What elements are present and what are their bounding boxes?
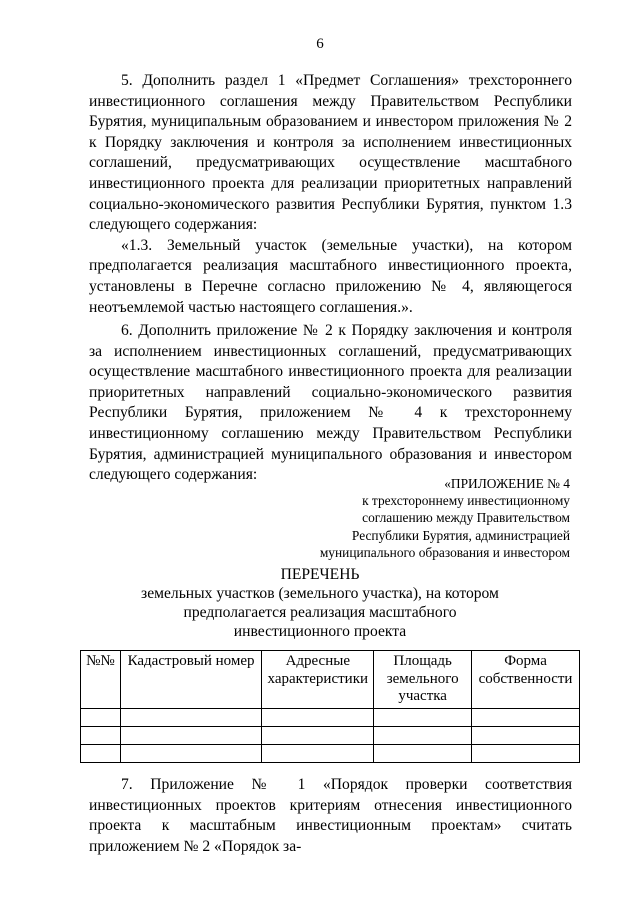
col-header-area: Площадь земельного участка [374, 651, 472, 709]
paragraph-7 [89, 775, 572, 857]
col-header-number: №№ [81, 651, 121, 709]
annex-line: соглашению между Правительством [362, 510, 570, 526]
annex-line: муниципального образования и инвестором [319, 544, 570, 560]
paragraph-6 [89, 321, 572, 486]
table-row [81, 744, 580, 762]
col-header-address: Адресные характеристики [262, 651, 374, 709]
paragraph-7-main: 7. Приложение № 1 «Порядок проверки соответствия инвестиционных проектов критериям отнесения инвестиционного проекта к масштабным инвестиционным проектам» считать приложением № 2 «Порядок за- [89, 776, 572, 855]
table-cell [81, 708, 121, 726]
table-cell [374, 708, 472, 726]
table-cell [374, 726, 472, 744]
land-plots-table [80, 650, 580, 763]
table-cell [120, 744, 261, 762]
col-header-cadastral: Кадастровый номер [120, 651, 261, 709]
table-cell [120, 708, 261, 726]
list-subtitle-line: предполагается реализация масштабного [183, 604, 457, 621]
table-cell [472, 726, 580, 744]
table-cell [120, 726, 261, 744]
table-cell [262, 744, 374, 762]
annex-line: Республики Бурятия, администрацией [351, 527, 570, 543]
paragraph-5-quote: «1.3. Земельный участок (земельные участки), на котором предполагается реализация масштабного инвестиционного проекта, установлены в Перечне согласно приложению № 4, являющегося неотъемлемой частью настоящего соглашения.». [89, 236, 572, 316]
col-header-ownership: Форма собственности [472, 651, 580, 709]
table-header-row [81, 651, 580, 709]
annex-header [320, 475, 570, 561]
paragraph-5 [89, 71, 572, 318]
table-cell [472, 708, 580, 726]
paragraph-5-main: 5. Дополнить раздел 1 «Предмет Соглашения» трехстороннего инвестиционного соглашения между Правительством Республики Бурятия, муниципальным образованием и инвестором приложения № 2 к Порядку заключения и контроля за исполнением инвестиционных соглашений, предусматривающих осуществление масштабного инвестиционного проекта для реализации приоритетных направлений социально-экономического развития Республики Бурятия, пунктом 1.3 следующего содержания: [89, 72, 572, 234]
table-cell [81, 744, 121, 762]
table-row [81, 726, 580, 744]
list-title: ПЕРЕЧЕНЬ [280, 566, 360, 583]
table-row [81, 708, 580, 726]
list-subtitle-line: инвестиционного проекта [233, 623, 407, 640]
list-subtitle-line: земельных участков (земельного участка), на котором [141, 585, 499, 602]
table-cell [262, 726, 374, 744]
annex-line: «ПРИЛОЖЕНИЕ № 4 [444, 476, 570, 491]
table-cell [81, 726, 121, 744]
paragraph-6-main: 6. Дополнить приложение № 2 к Порядку заключения и контроля за исполнением инвестиционных соглашений, предусматривающих осуществление масштабного инвестиционного проекта для реализации приоритетных направлений социально-экономического развития Республики Бурятия, приложением № 4 к трехстороннему инвестиционному соглашению между Правительством Республики Бурятия, администрацией муниципального образования и инвестором следующего содержания: [89, 322, 572, 484]
page-number: 6 [316, 36, 324, 52]
table-cell [374, 744, 472, 762]
annex-line: к трехстороннему инвестиционному [362, 493, 570, 509]
list-heading [0, 565, 640, 641]
table-cell [472, 744, 580, 762]
table-cell [262, 708, 374, 726]
